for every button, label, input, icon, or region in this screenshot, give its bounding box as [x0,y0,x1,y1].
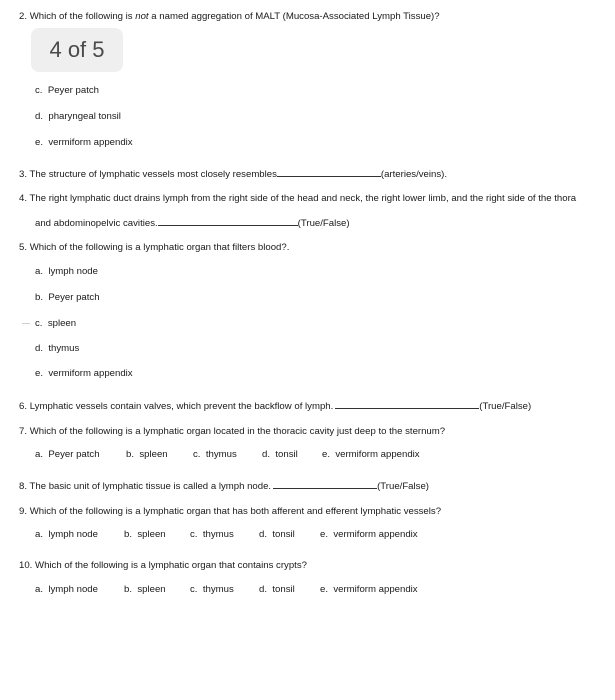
option-label: thymus [205,449,237,460]
page-counter-badge: 4 of 5 [31,28,123,72]
answer-hint: (True/False) [297,218,350,229]
option-letter: b. [124,529,133,540]
question-number: 9. [19,506,28,517]
option-label: vermiform appendix [333,584,418,595]
divider-mark [22,323,30,324]
option-letter: c. [35,85,43,96]
question-8 [19,479,429,493]
option-letter: d. [35,343,44,354]
option-label: lymph node [48,529,98,540]
option-d[interactable] [259,584,295,596]
option-label: vermiform appendix [48,368,133,379]
option-letter: d. [259,529,268,540]
option-label: thymus [202,529,234,540]
option-c[interactable] [35,318,76,330]
option-label: tonsil [275,449,298,460]
question-number: 5. [19,242,28,253]
option-letter: e. [35,368,44,379]
option-d[interactable] [259,529,295,541]
option-label: lymph node [48,584,98,595]
question-emphasis: not [135,11,149,22]
option-e[interactable] [322,449,420,461]
answer-blank[interactable] [273,479,377,489]
option-e[interactable] [35,137,133,149]
option-a[interactable] [35,449,100,461]
question-text: Lymphatic vessels contain valves, which prevent the backflow of lymph. [29,401,334,412]
question-2 [19,11,440,23]
option-label: vermiform appendix [333,529,418,540]
question-text: Which of the following is a lymphatic organ that contains crypts? [35,560,307,571]
option-c[interactable] [193,449,237,461]
question-text: Which of the following is [29,11,136,22]
answer-hint: (True/False) [377,481,429,492]
answer-hint: (True/False) [479,401,532,412]
option-letter: c. [190,529,198,540]
question-9 [19,506,441,518]
option-letter: b. [35,292,44,303]
option-letter: a. [35,529,44,540]
question-7 [19,426,445,438]
option-label: vermiform appendix [48,137,133,148]
option-letter: d. [262,449,271,460]
answer-blank[interactable] [158,216,298,226]
option-a[interactable] [35,529,98,541]
option-label: thymus [202,584,234,595]
option-letter: e. [322,449,331,460]
question-number: 3. [19,169,28,180]
option-d[interactable] [35,111,121,123]
option-c[interactable] [190,584,234,596]
option-b[interactable] [126,449,168,461]
option-label: Peyer patch [47,85,100,96]
option-letter: d. [35,111,44,122]
option-b[interactable] [124,584,166,596]
option-d[interactable] [35,343,79,355]
option-letter: d. [259,584,268,595]
option-label: spleen [137,584,166,595]
option-letter: c. [193,449,201,460]
option-label: spleen [137,529,166,540]
option-letter: a. [35,449,44,460]
option-a[interactable] [35,584,98,596]
answer-blank[interactable] [335,399,479,409]
question-number: 6. [19,401,28,412]
option-d[interactable] [262,449,298,461]
option-letter: e. [35,137,44,148]
question-number: 2. [19,11,28,22]
answer-blank[interactable] [277,167,381,177]
option-c[interactable] [190,529,234,541]
question-text: and abdominopelvic cavities. [35,218,158,229]
option-letter: b. [126,449,135,460]
question-text-end: a named aggregation of MALT (Mucosa-Associated Lymph Tissue)? [148,11,440,22]
option-a[interactable] [35,266,98,278]
question-10 [19,560,307,572]
question-number: 10. [19,560,33,571]
option-e[interactable] [320,584,418,596]
question-text: Which of the following is a lymphatic organ that filters blood?. [29,242,290,253]
option-label: pharyngeal tonsil [48,111,121,122]
option-letter: a. [35,584,44,595]
question-4-continued [35,216,350,230]
question-number: 7. [19,426,28,437]
question-text: The structure of lymphatic vessels most closely resembles [29,169,277,180]
option-e[interactable] [35,368,133,380]
question-3 [19,167,447,181]
question-number: 4. [19,193,28,204]
question-text: The basic unit of lymphatic tissue is called a lymph node. [29,481,272,492]
option-label: thymus [48,343,80,354]
question-text: Which of the following is a lymphatic organ located in the thoracic cavity just deep to the sternum? [29,426,446,437]
option-label: spleen [47,318,77,329]
option-label: vermiform appendix [335,449,420,460]
option-b[interactable] [124,529,166,541]
question-text: The right lymphatic duct drains lymph from the right side of the head and neck, the right lower limb, and the right side of the thora [29,193,577,204]
option-b[interactable] [35,292,100,304]
option-label: Peyer patch [48,292,100,303]
option-letter: c. [190,584,198,595]
option-letter: e. [320,584,329,595]
question-4 [19,193,576,205]
question-text: Which of the following is a lymphatic organ that has both afferent and efferent lymphatic vessels? [29,506,442,517]
question-6 [19,399,531,413]
option-label: spleen [139,449,168,460]
option-c[interactable] [35,85,99,97]
question-number: 8. [19,481,28,492]
question-5 [19,242,289,254]
option-letter: e. [320,529,329,540]
option-label: tonsil [272,584,295,595]
option-label: Peyer patch [48,449,100,460]
option-letter: c. [35,318,43,329]
option-letter: a. [35,266,44,277]
option-label: lymph node [48,266,98,277]
option-label: tonsil [272,529,295,540]
option-e[interactable] [320,529,418,541]
answer-hint: (arteries/veins). [380,169,448,180]
option-letter: b. [124,584,133,595]
